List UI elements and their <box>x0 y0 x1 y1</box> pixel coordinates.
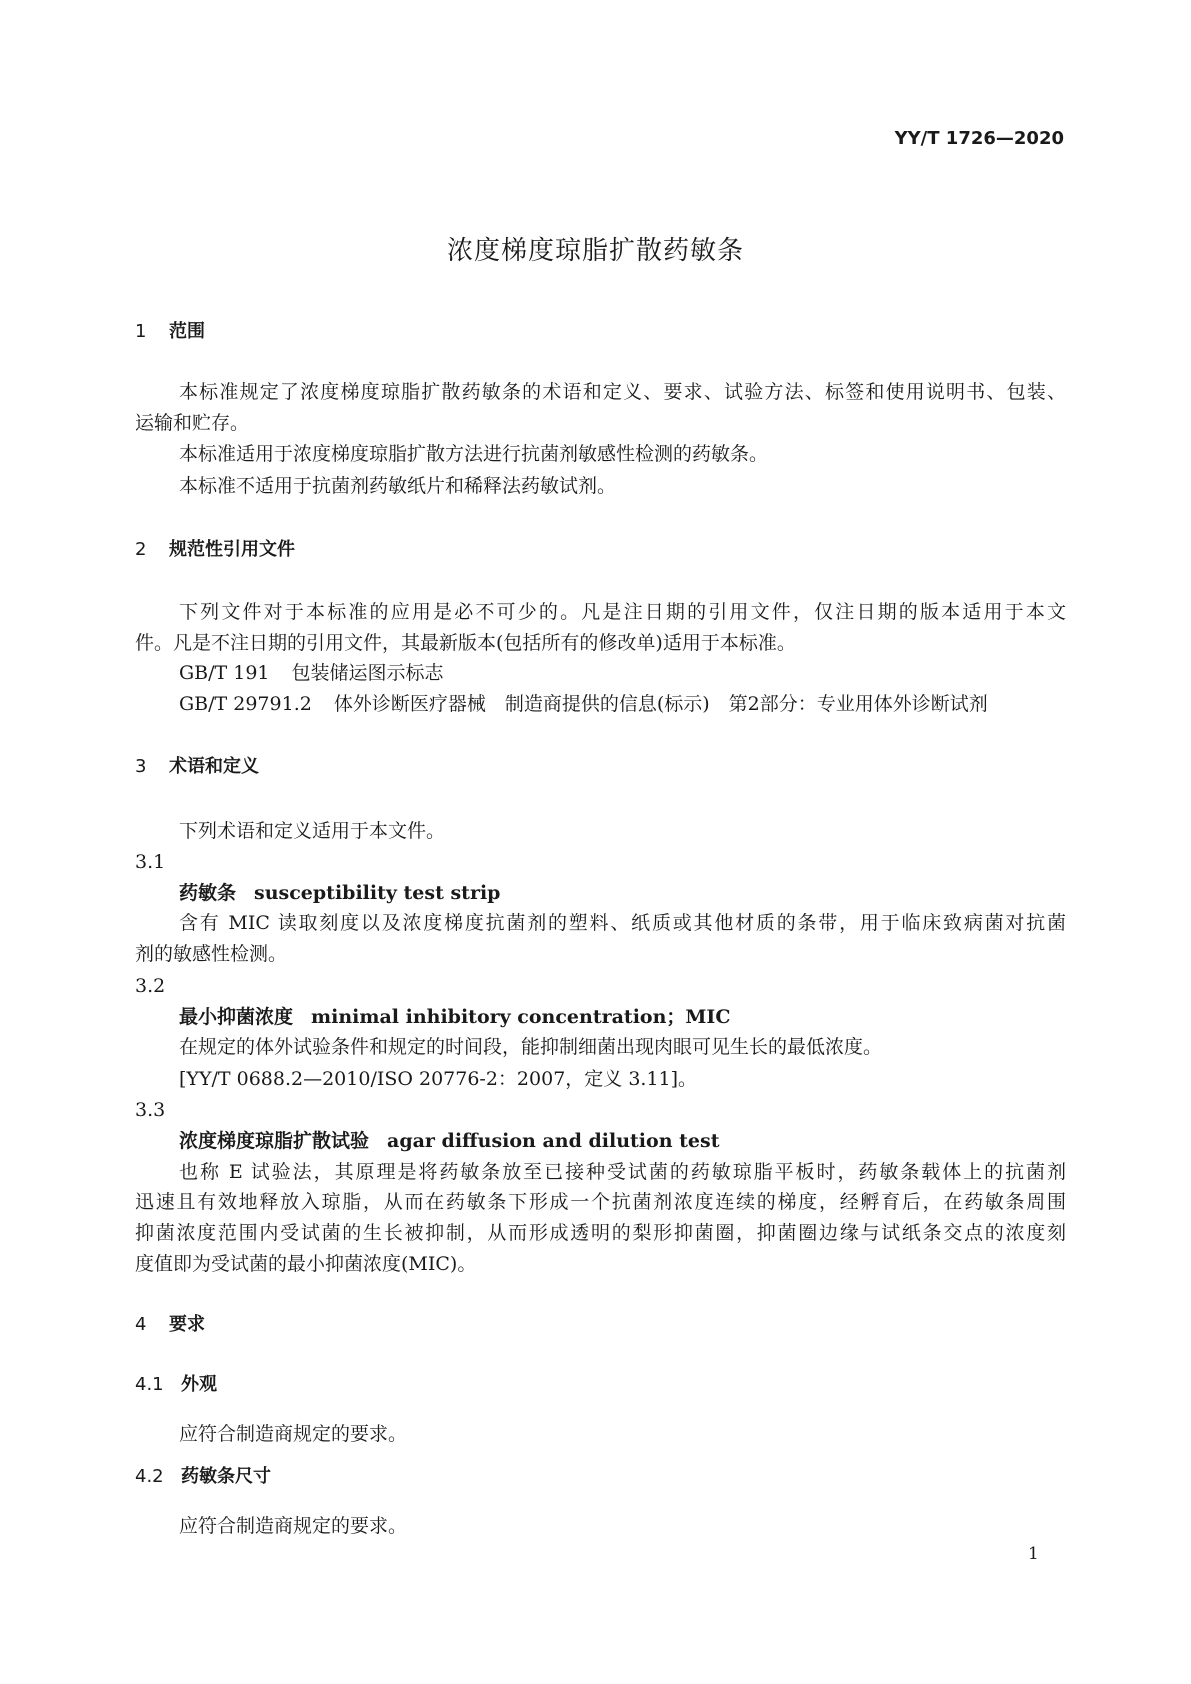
section-4-heading <box>135 1313 1066 1337</box>
definition-line: 也称 E 试验法，其原理是将药敏条放至已接种受试菌的药敏琼脂平板时，药敏条载体上的抗菌剂 <box>179 1161 1066 1183</box>
section-1-heading <box>135 320 1066 344</box>
subsection-title: 外观 <box>181 1374 217 1395</box>
document-title: 浓度梯度琼脂扩散药敏条 <box>446 236 744 266</box>
term-zh: 最小抑菌浓度 <box>179 1006 294 1028</box>
paragraph: 本标准适用于浓度梯度琼脂扩散方法进行抗菌剂敏感性检测的药敏条。 <box>179 443 769 465</box>
paragraph: 应符合制造商规定的要求。 <box>179 1515 408 1537</box>
reference-title: 体外诊断医疗器械 制造商提供的信息(标示) 第2部分：专业用体外诊断试剂 <box>333 693 988 715</box>
paragraph: 应符合制造商规定的要求。 <box>179 1423 408 1445</box>
subsection-number: 4.2 <box>135 1466 164 1487</box>
section-number: 1 <box>135 321 147 342</box>
section-number: 4 <box>135 1314 147 1335</box>
section-3-heading <box>135 755 1066 779</box>
reference-item <box>179 692 1066 716</box>
definition-line: 在规定的体外试验条件和规定的时间段，能抑制细菌出现肉眼可见生长的最低浓度。 <box>179 1036 883 1058</box>
term-en: susceptibility test strip <box>254 882 501 904</box>
reference-code: GB/T 191 <box>179 662 270 684</box>
section-title: 要求 <box>169 1314 205 1335</box>
reference-code: GB/T 29791.2 <box>179 693 312 715</box>
term-number: 3.3 <box>135 1099 166 1121</box>
term-en: agar diffusion and dilution test <box>387 1130 720 1152</box>
page-number: 1 <box>1028 1544 1039 1564</box>
paragraph-line: 本标准规定了浓度梯度琼脂扩散药敏条的术语和定义、要求、试验方法、标签和使用说明书、包装、 <box>179 381 1066 403</box>
term-heading <box>179 1129 1066 1153</box>
section-title: 范围 <box>169 321 205 342</box>
definition-line: 迅速且有效地释放入琼脂，从而在药敏条下形成一个抗菌剂浓度连续的梯度，经孵育后，在药敏条周围 <box>135 1191 1066 1213</box>
definition-line: 抑菌浓度范围内受试菌的生长被抑制，从而形成透明的梨形抑菌圈，抑菌圈边缘与试纸条交点的浓度刻 <box>135 1222 1066 1244</box>
term-zh: 药敏条 <box>179 882 237 904</box>
reference-item <box>179 661 1066 685</box>
paragraph-line: 件。凡是不注日期的引用文件，其最新版本(包括所有的修改单)适用于本标准。 <box>135 632 796 654</box>
term-heading <box>179 1005 1066 1029</box>
section-title: 规范性引用文件 <box>169 539 295 560</box>
term-zh: 浓度梯度琼脂扩散试验 <box>179 1130 370 1152</box>
section-title: 术语和定义 <box>169 756 259 777</box>
term-number: 3.1 <box>135 851 166 873</box>
paragraph: 下列术语和定义适用于本文件。 <box>179 820 446 842</box>
definition-line: 剂的敏感性检测。 <box>135 943 288 965</box>
paragraph: 本标准不适用于抗菌剂药敏纸片和稀释法药敏试剂。 <box>179 475 617 497</box>
definition-source: [YY/T 0688.2—2010/ISO 20776-2：2007，定义 3.11]。 <box>179 1068 698 1090</box>
term-number: 3.2 <box>135 975 166 997</box>
definition-line: 度值即为受试菌的最小抑菌浓度(MIC)。 <box>135 1253 477 1275</box>
term-heading <box>179 881 1066 905</box>
paragraph-line: 运输和贮存。 <box>135 412 250 434</box>
section-number: 2 <box>135 539 147 560</box>
standard-number: YY/T 1726—2020 <box>894 128 1064 149</box>
section-2-heading <box>135 538 1066 562</box>
definition-line: 含有 MIC 读取刻度以及浓度梯度抗菌剂的塑料、纸质或其他材质的条带，用于临床致病菌对抗菌 <box>179 912 1066 934</box>
subsection-title: 药敏条尺寸 <box>181 1466 271 1487</box>
paragraph-line: 下列文件对于本标准的应用是必不可少的。凡是注日期的引用文件，仅注日期的版本适用于本文 <box>179 601 1066 623</box>
section-number: 3 <box>135 756 147 777</box>
subsection-number: 4.1 <box>135 1374 164 1395</box>
subsection-4-2-heading <box>135 1465 1066 1489</box>
reference-title: 包装储运图示标志 <box>291 662 444 684</box>
subsection-4-1-heading <box>135 1373 1066 1397</box>
term-en: minimal inhibitory concentration；MIC <box>311 1006 731 1028</box>
